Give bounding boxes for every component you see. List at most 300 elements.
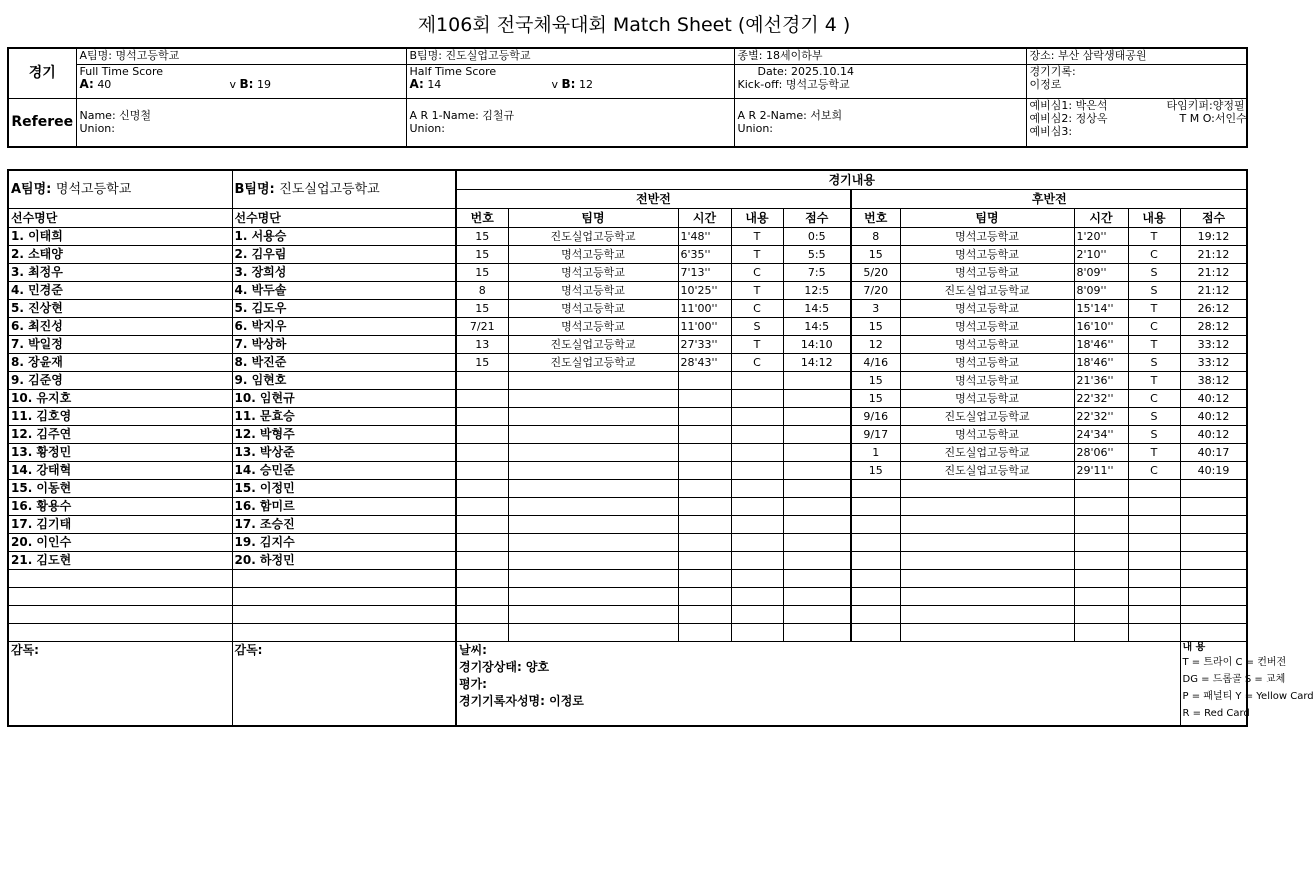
table-row <box>8 408 1247 426</box>
second-half-event-score: 21:12 <box>1180 282 1247 300</box>
page-title: 제106회 전국체육대회 Match Sheet (예선경기 4 ) <box>417 14 851 36</box>
first-half-event-content <box>731 426 783 444</box>
first-half-event-content: T <box>731 246 783 264</box>
first-half-event-team <box>508 624 678 642</box>
ar2-cell <box>734 98 1026 147</box>
score-b-label: B: <box>239 76 254 91</box>
score-b-value: 19 <box>256 77 271 91</box>
half-time-score <box>406 64 734 98</box>
second-half-event-team: 명석고등학교 <box>900 318 1074 336</box>
coach-a: 감독: <box>8 642 232 727</box>
team-a-player: 13. 황정민 <box>8 444 232 462</box>
second-half-event-score: 40:17 <box>1180 444 1247 462</box>
table-row <box>8 462 1247 480</box>
second-half-event-content: T <box>1128 300 1180 318</box>
second-half-event-team: 명석고등학교 <box>900 228 1074 246</box>
second-half-event-number <box>851 516 900 534</box>
team-a-name-cell <box>8 170 232 209</box>
first-half-event-team <box>508 606 678 624</box>
team-b-player: 1. 서용승 <box>232 228 456 246</box>
first-half-event-number: 7/21 <box>456 318 508 336</box>
first-half-event-content <box>731 390 783 408</box>
first-half-event-team <box>508 516 678 534</box>
second-half-event-score: 21:12 <box>1180 264 1247 282</box>
team-b-player: 5. 김도우 <box>232 300 456 318</box>
second-half-event-team: 명석고등학교 <box>900 426 1074 444</box>
first-half-event-content <box>731 516 783 534</box>
team-a-player: 2. 소태양 <box>8 246 232 264</box>
category: 종별: 18세이하부 <box>734 48 1026 64</box>
second-half-event-team <box>900 570 1074 588</box>
first-half-event-content: C <box>731 354 783 372</box>
ar1-union: Union: <box>409 122 445 136</box>
first-half-event-number: 15 <box>456 264 508 282</box>
ar2-union: Union: <box>737 122 774 136</box>
referee-union: Union: <box>79 122 115 136</box>
first-half-event-team: 진도실업고등학교 <box>508 354 678 372</box>
half-a-value: 14 <box>427 77 442 91</box>
team-b-player: 17. 조승진 <box>232 516 456 534</box>
second-half-event-team: 진도실업고등학교 <box>900 462 1074 480</box>
first-half-event-score <box>783 498 851 516</box>
team-a-player: 10. 유지호 <box>8 390 232 408</box>
first-half-event-content <box>731 534 783 552</box>
ar1-cell <box>406 98 734 147</box>
team-b-player: 6. 박지우 <box>232 318 456 336</box>
first-half-event-team <box>508 462 678 480</box>
second-half-event-score: 19:12 <box>1180 228 1247 246</box>
team-b-player <box>232 588 456 606</box>
second-half-event-score: 33:12 <box>1180 354 1247 372</box>
second-half-event-number: 15 <box>851 462 900 480</box>
first-half-event-team <box>508 498 678 516</box>
referee-name: Name: 신명철 <box>79 109 152 123</box>
second-half-event-team: 명석고등학교 <box>900 246 1074 264</box>
team-a-player: 14. 강태혁 <box>8 462 232 480</box>
v-label: v <box>229 77 237 91</box>
table-row <box>8 246 1247 264</box>
first-half-event-number <box>456 624 508 642</box>
first-half-event-content <box>731 552 783 570</box>
match-date: Date: 2025.10.14 <box>757 64 854 78</box>
first-half-event-time <box>678 390 731 408</box>
table-row <box>8 318 1247 336</box>
second-half-event-time <box>1074 480 1128 498</box>
second-half-event-team: 진도실업고등학교 <box>900 444 1074 462</box>
first-half-event-score <box>783 606 851 624</box>
second-half-event-content: C <box>1128 390 1180 408</box>
team-b-player: 19. 김지수 <box>232 534 456 552</box>
first-half-event-team <box>508 444 678 462</box>
first-half-event-content <box>731 588 783 606</box>
referee-cell <box>76 98 406 147</box>
second-half-event-team <box>900 552 1074 570</box>
col-score: 점수 <box>1180 209 1247 228</box>
first-half-event-number: 15 <box>456 300 508 318</box>
table-row <box>8 282 1247 300</box>
first-half-event-content: C <box>731 264 783 282</box>
first-half-event-content: C <box>731 300 783 318</box>
first-half-event-content: T <box>731 282 783 300</box>
full-time-label: Full Time Score <box>79 64 164 78</box>
team-b-player: 14. 승민준 <box>232 462 456 480</box>
second-half-event-time <box>1074 606 1128 624</box>
team-a-label: A팀명: <box>11 182 52 197</box>
first-half-event-team <box>508 426 678 444</box>
first-half-event-content <box>731 498 783 516</box>
second-half-event-number <box>851 606 900 624</box>
first-half-event-score: 14:12 <box>783 354 851 372</box>
second-half-event-time <box>1074 498 1128 516</box>
tmo: T M O:서인수 <box>1179 111 1247 125</box>
second-half-event-team <box>900 516 1074 534</box>
table-row <box>8 264 1247 282</box>
first-half-event-time <box>678 552 731 570</box>
team-b-player <box>232 606 456 624</box>
first-half-event-number <box>456 606 508 624</box>
legend-line: T = 트라이 C = 컨버전 <box>1182 657 1287 668</box>
team-a-player <box>8 570 232 588</box>
second-half-event-team <box>900 480 1074 498</box>
first-half-event-team <box>508 408 678 426</box>
col-score: 점수 <box>783 209 851 228</box>
first-half-event-number: 15 <box>456 228 508 246</box>
second-half-event-time: 16'10'' <box>1074 318 1128 336</box>
second-half-event-number <box>851 480 900 498</box>
second-half-event-time: 28'06'' <box>1074 444 1128 462</box>
first-half-event-time <box>678 534 731 552</box>
first-half-event-time: 28'43'' <box>678 354 731 372</box>
second-half-event-time <box>1074 588 1128 606</box>
first-half-event-time <box>678 570 731 588</box>
second-half-event-content: C <box>1128 462 1180 480</box>
first-half-event-score <box>783 534 851 552</box>
first-half-event-time <box>678 516 731 534</box>
first-half-event-content <box>731 624 783 642</box>
second-half-event-content: S <box>1128 408 1180 426</box>
col-team: 팀명 <box>508 209 678 228</box>
first-half-event-score: 5:5 <box>783 246 851 264</box>
second-half-event-number: 4/16 <box>851 354 900 372</box>
second-half-event-score <box>1180 480 1247 498</box>
first-half-event-number: 15 <box>456 354 508 372</box>
first-half-event-number <box>456 552 508 570</box>
first-half-event-team <box>508 570 678 588</box>
first-half-event-number: 15 <box>456 246 508 264</box>
team-b-player: 8. 박진준 <box>232 354 456 372</box>
second-half-event-score: 28:12 <box>1180 318 1247 336</box>
second-half-event-score: 40:12 <box>1180 426 1247 444</box>
second-half-event-team: 명석고등학교 <box>900 390 1074 408</box>
team-b-player: 12. 박형주 <box>232 426 456 444</box>
second-half-event-team <box>900 606 1074 624</box>
first-half-event-content: T <box>731 228 783 246</box>
evaluation: 평가: <box>459 677 487 691</box>
legend-line: DG = 드롭골 S = 교체 <box>1182 674 1286 685</box>
second-half-event-content: C <box>1128 318 1180 336</box>
second-half-event-content: T <box>1128 336 1180 354</box>
first-half-event-score <box>783 552 851 570</box>
table-row <box>8 570 1247 588</box>
team-b-name: 진도실업고등학교 <box>279 182 380 197</box>
team-a-player: 5. 진상현 <box>8 300 232 318</box>
second-half-event-score <box>1180 606 1247 624</box>
second-half-event-score: 40:19 <box>1180 462 1247 480</box>
second-half-event-content <box>1128 498 1180 516</box>
second-half-event-content: C <box>1128 246 1180 264</box>
second-half-event-team: 명석고등학교 <box>900 264 1074 282</box>
table-row <box>8 228 1247 246</box>
second-half-event-number: 15 <box>851 246 900 264</box>
weather: 날씨: <box>459 643 487 657</box>
first-half-event-number: 8 <box>456 282 508 300</box>
second-half-event-time: 24'34'' <box>1074 426 1128 444</box>
table-row <box>8 354 1247 372</box>
first-half-event-content <box>731 372 783 390</box>
col-time: 시간 <box>678 209 731 228</box>
recorder-name: 이정로 <box>1029 77 1062 91</box>
first-half-event-team: 명석고등학교 <box>508 300 678 318</box>
second-half-event-number: 15 <box>851 372 900 390</box>
first-half-event-score <box>783 624 851 642</box>
second-half-event-team <box>900 534 1074 552</box>
team-b-player: 4. 박두솔 <box>232 282 456 300</box>
team-a-line: A팀명: 명석고등학교 <box>76 48 406 64</box>
second-half-event-content: T <box>1128 372 1180 390</box>
second-half-event-time <box>1074 516 1128 534</box>
team-a-player: 9. 김준영 <box>8 372 232 390</box>
first-half-event-time: 7'13'' <box>678 264 731 282</box>
team-a-player: 21. 김도현 <box>8 552 232 570</box>
team-b-player: 13. 박상준 <box>232 444 456 462</box>
team-b-name-cell <box>232 170 456 209</box>
table-row <box>8 534 1247 552</box>
first-half-event-time <box>678 480 731 498</box>
first-half-event-score <box>783 444 851 462</box>
first-half-event-number <box>456 390 508 408</box>
second-half-event-time: 15'14'' <box>1074 300 1128 318</box>
second-half-event-time: 22'32'' <box>1074 390 1128 408</box>
second-half-event-number <box>851 552 900 570</box>
first-half-event-team <box>508 372 678 390</box>
first-half-event-number <box>456 462 508 480</box>
second-half-event-team: 진도실업고등학교 <box>900 282 1074 300</box>
team-b-player: 10. 임현규 <box>232 390 456 408</box>
first-half-event-score <box>783 408 851 426</box>
first-half-event-score <box>783 426 851 444</box>
second-half-event-number <box>851 588 900 606</box>
team-b-roster-header: 선수명단 <box>232 209 456 228</box>
table-row <box>8 498 1247 516</box>
half-time-label: Half Time Score <box>409 64 497 78</box>
first-half-event-content <box>731 462 783 480</box>
second-half-event-content <box>1128 588 1180 606</box>
team-b-player: 3. 장희성 <box>232 264 456 282</box>
second-half-event-number: 1 <box>851 444 900 462</box>
second-half-event-time <box>1074 624 1128 642</box>
reserve-2: 예비심2: 정상옥 <box>1029 111 1108 125</box>
team-a-player: 15. 이동현 <box>8 480 232 498</box>
first-half-event-team: 명석고등학교 <box>508 282 678 300</box>
table-row <box>8 426 1247 444</box>
table-row <box>8 372 1247 390</box>
reserve-cell <box>1026 98 1247 147</box>
team-a-player: 1. 이태희 <box>8 228 232 246</box>
first-half-event-score: 14:10 <box>783 336 851 354</box>
second-half-event-number: 15 <box>851 318 900 336</box>
second-half-event-team: 진도실업고등학교 <box>900 408 1074 426</box>
team-a-player <box>8 588 232 606</box>
half-a-label: A: <box>409 76 424 91</box>
legend-line: P = 패널티 Y = Yellow Card <box>1182 691 1314 702</box>
first-half-event-team <box>508 390 678 408</box>
first-half-event-content <box>731 480 783 498</box>
first-half-event-content: T <box>731 336 783 354</box>
game-label: 경기 <box>8 48 76 98</box>
first-half-event-time: 10'25'' <box>678 282 731 300</box>
first-half-event-score: 0:5 <box>783 228 851 246</box>
second-half-event-score: 40:12 <box>1180 408 1247 426</box>
first-half-event-time: 27'33'' <box>678 336 731 354</box>
first-half-event-number <box>456 408 508 426</box>
second-half-event-team: 명석고등학교 <box>900 336 1074 354</box>
team-a-player: 3. 최정우 <box>8 264 232 282</box>
second-half-event-content <box>1128 516 1180 534</box>
table-row <box>8 300 1247 318</box>
team-b-player: 7. 박상하 <box>232 336 456 354</box>
team-b-player: 9. 임현호 <box>232 372 456 390</box>
half-b-value: 12 <box>578 77 593 91</box>
first-half-event-number <box>456 570 508 588</box>
second-half-event-time: 21'36'' <box>1074 372 1128 390</box>
date-kickoff <box>734 64 1026 98</box>
first-half-event-content <box>731 570 783 588</box>
first-half-event-score <box>783 462 851 480</box>
col-content: 내용 <box>1128 209 1180 228</box>
second-half-event-content: S <box>1128 264 1180 282</box>
team-a-roster-header: 선수명단 <box>8 209 232 228</box>
table-row <box>8 336 1247 354</box>
team-a-player: 6. 최진성 <box>8 318 232 336</box>
first-half-event-team <box>508 552 678 570</box>
second-half-event-score <box>1180 624 1247 642</box>
first-half-event-score: 14:5 <box>783 300 851 318</box>
first-half-event-time <box>678 408 731 426</box>
second-half-event-score: 33:12 <box>1180 336 1247 354</box>
table-row <box>8 606 1247 624</box>
first-half-event-time <box>678 588 731 606</box>
score-a-value: 40 <box>97 77 112 91</box>
first-half-event-score <box>783 516 851 534</box>
first-half-event-team <box>508 480 678 498</box>
timekeeper: 타임키퍼:양정필 <box>1166 98 1245 112</box>
team-b-player: 16. 함미르 <box>232 498 456 516</box>
first-half-event-score: 12:5 <box>783 282 851 300</box>
ar1-name: A R 1-Name: 김철규 <box>409 109 515 123</box>
col-time: 시간 <box>1074 209 1128 228</box>
referee-label: Referee <box>8 98 76 147</box>
first-half-event-score: 14:5 <box>783 318 851 336</box>
team-a-player: 7. 박일정 <box>8 336 232 354</box>
team-a-player <box>8 606 232 624</box>
team-b-line: B팀명: 진도실업고등학교 <box>406 48 734 64</box>
first-half-event-time <box>678 372 731 390</box>
first-half-event-time <box>678 462 731 480</box>
second-half-event-content <box>1128 624 1180 642</box>
field-condition: 경기장상태: 양호 <box>459 660 550 674</box>
team-a-player: 20. 이인수 <box>8 534 232 552</box>
first-half-event-number <box>456 498 508 516</box>
score-a-label: A: <box>79 76 94 91</box>
reserve-1: 예비심1: 박은석 <box>1029 98 1108 112</box>
full-time-score <box>76 64 406 98</box>
ar2-name: A R 2-Name: 서보희 <box>737 109 843 123</box>
second-half-event-time: 18'46'' <box>1074 354 1128 372</box>
first-half-title: 전반전 <box>456 190 851 209</box>
kickoff: Kick-off: 명석고등학교 <box>737 77 850 91</box>
second-half-event-number <box>851 570 900 588</box>
first-half-event-content <box>731 444 783 462</box>
second-half-event-content <box>1128 570 1180 588</box>
second-half-event-content: S <box>1128 354 1180 372</box>
first-half-event-score <box>783 390 851 408</box>
second-half-event-content: S <box>1128 426 1180 444</box>
second-half-event-number: 9/16 <box>851 408 900 426</box>
second-half-event-time <box>1074 570 1128 588</box>
second-half-event-content <box>1128 480 1180 498</box>
first-half-event-score: 7:5 <box>783 264 851 282</box>
col-number: 번호 <box>456 209 508 228</box>
coach-b: 감독: <box>232 642 456 727</box>
second-half-event-time: 22'32'' <box>1074 408 1128 426</box>
team-b-player: 15. 이정민 <box>232 480 456 498</box>
first-half-event-team: 명석고등학교 <box>508 264 678 282</box>
table-row <box>8 588 1247 606</box>
second-half-event-time: 8'09'' <box>1074 282 1128 300</box>
first-half-event-number <box>456 426 508 444</box>
second-half-event-number: 8 <box>851 228 900 246</box>
second-half-event-time: 1'20'' <box>1074 228 1128 246</box>
table-row <box>8 390 1247 408</box>
first-half-event-score <box>783 588 851 606</box>
team-b-player: 11. 문효승 <box>232 408 456 426</box>
team-b-player: 2. 김우림 <box>232 246 456 264</box>
venue: 장소: 부산 삼락생태공원 <box>1026 48 1247 64</box>
first-half-event-time: 11'00'' <box>678 300 731 318</box>
first-half-event-content: S <box>731 318 783 336</box>
second-half-event-score: 40:12 <box>1180 390 1247 408</box>
first-half-event-number <box>456 444 508 462</box>
first-half-event-time: 1'48'' <box>678 228 731 246</box>
match-detail-table <box>7 169 1314 727</box>
first-half-event-number <box>456 534 508 552</box>
first-half-event-team: 명석고등학교 <box>508 246 678 264</box>
second-half-event-time: 29'11'' <box>1074 462 1128 480</box>
team-b-player <box>232 570 456 588</box>
second-half-event-time: 18'46'' <box>1074 336 1128 354</box>
second-half-event-time <box>1074 552 1128 570</box>
first-half-event-time: 6'35'' <box>678 246 731 264</box>
second-half-event-time <box>1074 534 1128 552</box>
second-half-event-time: 8'09'' <box>1074 264 1128 282</box>
second-half-event-number <box>851 534 900 552</box>
team-a-player: 17. 김기태 <box>8 516 232 534</box>
table-row <box>8 516 1247 534</box>
second-half-event-score <box>1180 570 1247 588</box>
second-half-event-content: T <box>1128 228 1180 246</box>
team-a-player: 4. 민경준 <box>8 282 232 300</box>
half-v-label: v <box>551 77 559 91</box>
